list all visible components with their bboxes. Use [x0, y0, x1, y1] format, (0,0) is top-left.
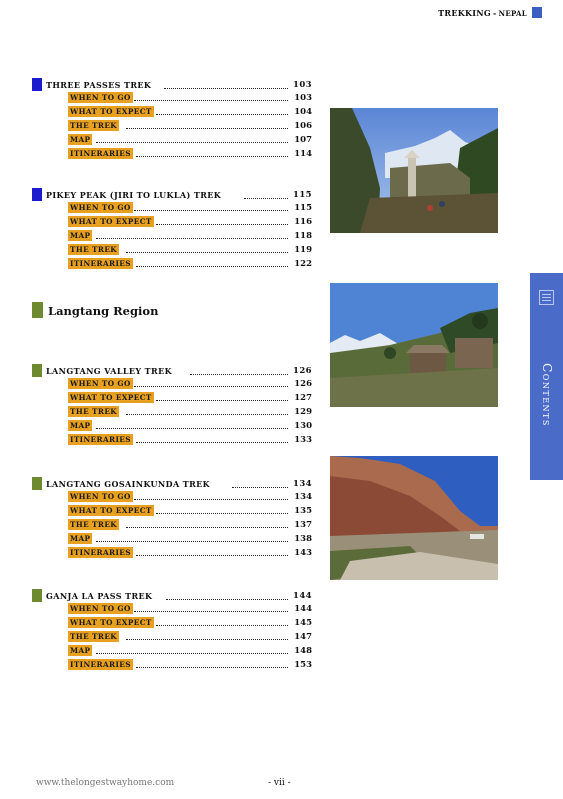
entry-label: MAP	[70, 533, 91, 543]
trek-page-number: 126	[293, 366, 312, 376]
dot-leader	[96, 231, 288, 239]
dot-leader	[96, 135, 288, 143]
region-marker	[32, 188, 42, 201]
entry-label: ITINERARIES	[70, 659, 131, 669]
dot-leader	[166, 591, 288, 600]
header-separator: -	[493, 8, 497, 18]
dot-leader	[126, 407, 288, 415]
toc-trek-title[interactable]	[32, 189, 312, 202]
entry-label: THE TREK	[70, 406, 118, 416]
entry-page: 143	[294, 547, 312, 558]
dot-leader	[244, 190, 288, 199]
toc-trek-title[interactable]	[32, 79, 312, 92]
entry-page: 119	[294, 244, 312, 255]
running-header	[438, 8, 527, 18]
entry-page: 137	[294, 519, 312, 530]
toc-entry[interactable]	[32, 434, 312, 448]
entry-page: 145	[294, 617, 312, 628]
toc-entry[interactable]	[32, 533, 312, 547]
dot-leader	[126, 121, 288, 129]
trek-title-text: THREE PASSES TREK	[46, 80, 152, 90]
toc-section-pikey-peak	[32, 189, 312, 271]
entry-page: 118	[294, 230, 312, 241]
dot-leader	[164, 80, 288, 89]
trek-page-number: 134	[293, 479, 312, 489]
toc-entry[interactable]	[32, 120, 312, 134]
header-square-marker	[532, 7, 542, 18]
entry-label: WHAT TO EXPECT	[70, 392, 152, 402]
trek-title-text: LANGTANG VALLEY TREK	[46, 366, 172, 376]
toc-section-ganja-la-pass	[32, 590, 312, 672]
entry-page: 122	[294, 258, 312, 269]
footer-website: www.thelongestwayhome.com	[36, 778, 175, 788]
entry-label: WHAT TO EXPECT	[70, 617, 152, 627]
toc-entry[interactable]	[32, 505, 312, 519]
entry-label: WHEN TO GO	[70, 379, 131, 388]
toc-entry[interactable]	[32, 519, 312, 533]
entry-label: MAP	[70, 645, 91, 655]
toc-entry[interactable]	[32, 547, 312, 561]
entry-label: WHEN TO GO	[70, 203, 131, 212]
dot-leader	[126, 245, 288, 253]
dot-leader	[134, 604, 288, 612]
toc-entry[interactable]	[32, 617, 312, 631]
dot-leader	[156, 217, 288, 225]
toc-trek-title[interactable]	[32, 590, 312, 603]
toc-entry[interactable]	[32, 645, 312, 659]
entry-label: ITINERARIES	[70, 148, 131, 158]
toc-entry[interactable]	[32, 216, 312, 230]
dot-leader	[134, 379, 288, 387]
entry-label: WHAT TO EXPECT	[70, 505, 152, 515]
entry-label: THE TREK	[70, 120, 118, 130]
dot-leader	[190, 366, 288, 375]
region-marker	[32, 477, 42, 490]
contents-side-tab[interactable]	[530, 273, 563, 480]
entry-label: WHEN TO GO	[70, 604, 131, 613]
toc-entry[interactable]	[32, 603, 312, 617]
entry-label: THE TREK	[70, 519, 118, 529]
dot-leader	[134, 93, 288, 101]
toc-entry[interactable]	[32, 148, 312, 162]
entry-label: THE TREK	[70, 244, 118, 254]
region-marker	[32, 302, 43, 318]
entry-page: 144	[294, 604, 312, 614]
toc-entry[interactable]	[32, 258, 312, 272]
dot-leader	[126, 632, 288, 640]
toc-entry[interactable]	[32, 134, 312, 148]
entry-page: 115	[294, 203, 312, 213]
entry-page: 133	[294, 434, 312, 445]
dot-leader	[96, 534, 288, 542]
dot-leader	[134, 203, 288, 211]
dot-leader	[126, 520, 288, 528]
toc-entry[interactable]	[32, 659, 312, 673]
entry-label: MAP	[70, 134, 91, 144]
toc-section-langtang-gosainkunda	[32, 478, 312, 560]
toc-entry[interactable]	[32, 244, 312, 258]
entry-label: ITINERARIES	[70, 258, 131, 268]
entry-label: ITINERARIES	[70, 434, 131, 444]
trek-title-text: PIKEY PEAK (JIRI TO LUKLA) TREK	[46, 190, 222, 200]
dot-leader	[136, 548, 288, 556]
entry-page: 135	[294, 505, 312, 516]
entry-page: 147	[294, 631, 312, 642]
toc-section-three-passes	[32, 79, 312, 161]
entry-page: 126	[294, 379, 312, 389]
toc-entry[interactable]	[32, 631, 312, 645]
toc-entry[interactable]	[32, 491, 312, 505]
toc-entry[interactable]	[32, 406, 312, 420]
region-marker	[32, 364, 42, 377]
entry-page: 116	[294, 216, 312, 227]
trek-page-number: 103	[293, 80, 312, 90]
entry-label: WHEN TO GO	[70, 492, 131, 501]
photo-everest-trail	[330, 108, 498, 233]
footer-page-number: - vii -	[268, 778, 291, 788]
dot-leader	[156, 107, 288, 115]
entry-page: 114	[294, 148, 312, 159]
entry-page: 153	[294, 659, 312, 670]
entry-page: 127	[294, 392, 312, 403]
entry-page: 134	[294, 492, 312, 502]
toc-entry[interactable]	[32, 392, 312, 406]
toc-trek-title[interactable]	[32, 365, 312, 378]
entry-label: WHAT TO EXPECT	[70, 106, 152, 116]
trek-page-number: 144	[293, 591, 312, 601]
photo-red-cliffs	[330, 456, 498, 580]
entry-page: 106	[294, 120, 312, 131]
entry-page: 104	[294, 106, 312, 117]
entry-label: ITINERARIES	[70, 547, 131, 557]
toc-entry[interactable]	[32, 378, 312, 392]
dot-leader	[96, 646, 288, 654]
dot-leader	[136, 259, 288, 267]
toc-entry[interactable]	[32, 92, 312, 106]
entry-label: THE TREK	[70, 631, 118, 641]
header-left: TREKKING	[438, 8, 492, 18]
dot-leader	[232, 479, 288, 488]
trek-title-text: GANJA LA PASS TREK	[46, 591, 153, 601]
photo-langtang-village	[330, 283, 498, 407]
entry-page: 129	[294, 406, 312, 417]
side-tab-label: Contents	[540, 363, 554, 427]
entry-label: WHEN TO GO	[70, 93, 131, 102]
toc-trek-title[interactable]	[32, 478, 312, 491]
header-right: NEPAL	[498, 9, 527, 18]
dot-leader	[156, 393, 288, 401]
entry-label: MAP	[70, 420, 91, 430]
region-title: Langtang Region	[48, 304, 159, 318]
trek-title-text: LANGTANG GOSAINKUNDA TREK	[46, 479, 211, 489]
region-marker	[32, 589, 42, 602]
region-marker	[32, 78, 42, 91]
entry-page: 138	[294, 533, 312, 544]
toc-entry[interactable]	[32, 202, 312, 216]
trek-page-number: 115	[293, 190, 312, 200]
toc-entry[interactable]	[32, 420, 312, 434]
entry-label: MAP	[70, 230, 91, 240]
entry-page: 130	[294, 420, 312, 431]
toc-section-langtang-valley	[32, 365, 312, 447]
dot-leader	[136, 660, 288, 668]
entry-page: 103	[294, 93, 312, 103]
entry-page: 107	[294, 134, 312, 145]
document-icon	[539, 290, 554, 305]
dot-leader	[96, 421, 288, 429]
entry-label: WHAT TO EXPECT	[70, 216, 152, 226]
dot-leader	[136, 435, 288, 443]
entry-page: 148	[294, 645, 312, 656]
dot-leader	[156, 506, 288, 514]
dot-leader	[136, 149, 288, 157]
toc-entry[interactable]	[32, 230, 312, 244]
dot-leader	[156, 618, 288, 626]
toc-entry[interactable]	[32, 106, 312, 120]
dot-leader	[134, 492, 288, 500]
